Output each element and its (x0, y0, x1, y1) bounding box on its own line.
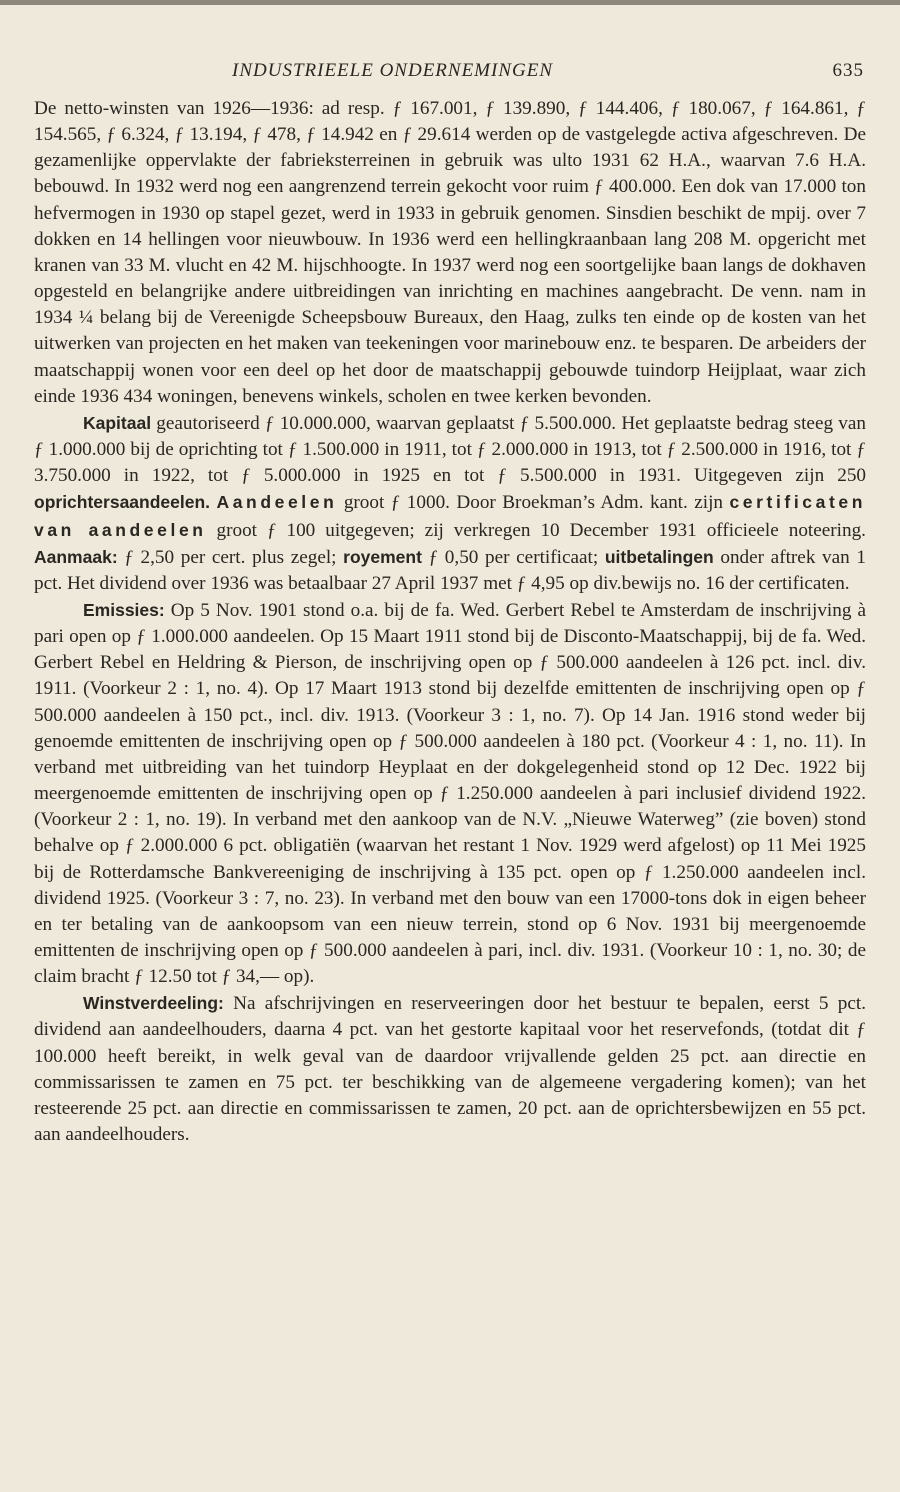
paragraph-text: geautoriseerd ƒ 10.000.000, waarvan geplaatst ƒ 5.500.000. Het geplaatste bedrag steeg van ƒ 1.000.000 bij de oprichting tot ƒ 1.500.000 in 1911, tot ƒ 2.000.000 in 1913, tot ƒ 2.500.000 in 1916, tot ƒ 3.750.000 in 1922, tot ƒ 5.000.000 in 1925 en tot ƒ 5.500.000 in 1931. Uitgegeven zijn 250 (34, 412, 866, 487)
term-oprichtersaandeelen: oprichtersaandeelen. (34, 492, 211, 513)
paragraph-text: groot ƒ 100 uitgegeven; zij verkregen 10 December 1931 officieele noteering. (206, 519, 866, 541)
paragraph-netto-winsten (34, 96, 866, 410)
paragraph-text: Op 5 Nov. 1901 stond o.a. bij de fa. Wed. Gerbert Rebel te Amsterdam de inschrijving à pari open op ƒ 1.000.000 aandeelen. Op 15 Maart 1911 stond bij de Disconto-Maatschappij, bij de fa. Wed. Gerbert Rebel en Heldring & Pierson, de inschrijving open op ƒ 500.000 aandeelen à 126 pct. incl. div. 1911. (Voorkeur 2 : 1, no. 4). Op 17 Maart 1913 stond bij dezelfde emittenten de inschrijving open op ƒ 500.000 aandeelen à 150 pct., incl. div. 1913. (Voorkeur 3 : 1, no. 7). Op 14 Jan. 1916 stond weder bij genoemde emittenten de inschrijving open op ƒ 500.000 aandeelen à 180 pct. (Voorkeur 4 : 1, no. 11). In verband met uitbreiding van het tuindorp Heyplaat en der dokgelegenheid stond op 12 Dec. 1922 bij meergenoemde emittenten de inschrijving open op ƒ 1.250.000 aandeelen à pari inclusief dividend 1922. (Voorkeur 2 : 1, no. 19). In verband met den aankoop van de N.V. „Nieuwe Waterweg” (zie boven) stond behalve op ƒ 2.000.000 6 pct. obligatiën (waarvan het restant 1 Nov. 1929 werd afgelost) op 11 Mei 1925 bij de Rotterdamsche Bankvereeniging de inschrijving à 135 pct. open op ƒ 1.250.000 aandeelen incl. dividend 1925. (Voorkeur 3 : 7, no. 23). In verband met den bouw van een 17000-tons dok in eigen beheer en ter betaling van de aankoopsom van een nieuw terrein, stond op 6 Nov. 1931 bij meergenoemde emittenten de inschrijving open op ƒ 500.000 aandeelen à pari, incl. div. 1931. (Voorkeur 10 : 1, no. 30; de claim bracht ƒ 12.50 tot ƒ 34,— op). (34, 599, 866, 988)
paragraph-kapitaal (34, 410, 866, 597)
section-heading-winstverdeeling: Winstverdeeling: (83, 993, 224, 1014)
paragraph-text: ƒ 0,50 per certificaat; (421, 546, 605, 568)
paragraph-text: Na afschrijvingen en reserveeringen door het bestuur te bepalen, eerst 5 pct. dividend aan aandeelhouders, daarna 4 pct. van het gestorte kapitaal voor het reservefonds, (totdat dit ƒ 100.000 heeft bereikt, in welk geval van de daardoor vrijvallende gelden 25 pct. aan directie en commissarissen te zamen en 75 pct. ter beschikking van de algemeene vergadering komen); van het resteerende 25 pct. aan directie en commissarissen te zamen, 20 pct. aan de oprichtersbewijzen en 55 pct. aan aandeelhouders. (34, 993, 866, 1146)
running-title: INDUSTRIEELE ONDERNEMINGEN (232, 60, 554, 81)
paragraph-text: onder aftrek van 1 pct. Het dividend over 1936 was betaalbaar 27 April 1937 met ƒ 4,95 op div.bewijs no. 16 der certificaten. (34, 546, 866, 594)
paragraph-emissies (34, 597, 866, 990)
term-aandeelen: Aandeelen (216, 492, 338, 513)
term-certificaten: certificaten van aandeelen (34, 492, 867, 540)
paragraph-text: groot ƒ 1000. Door Broekman’s Adm. kant. zijn (337, 492, 730, 514)
term-royement: royement (343, 546, 422, 567)
paragraph-winstverdeeling (34, 990, 866, 1148)
section-heading-emissies: Emissies: (83, 599, 165, 620)
page-body (34, 96, 866, 1148)
page-number: 635 (832, 60, 864, 81)
section-heading-kapitaal: Kapitaal (83, 412, 152, 433)
term-uitbetalingen: uitbetalingen (604, 546, 714, 567)
paragraph-text: ƒ 2,50 per cert. plus zegel; (117, 546, 344, 568)
page-top-edge (0, 0, 900, 5)
term-aanmaak: Aanmaak: (34, 546, 118, 567)
paragraph-text: De netto-winsten van 1926—1936: ad resp. ƒ 167.001, ƒ 139.890, ƒ 144.406, ƒ 180.067, ƒ 164.861, ƒ 154.565, ƒ 6.324, ƒ 13.194, ƒ 478, ƒ 14.942 en ƒ 29.614 werden op de vastgelegde activa afgeschreven. De gezamenlijke oppervlakte der fabrieksterreinen in gebruik was ulto 1931 62 H.A., waarvan 7.6 H.A. bebouwd. In 1932 werd nog een aangrenzend terrein gekocht voor ruim ƒ 400.000. Een dok van 17.000 ton hefvermogen in 1930 op stapel gezet, werd in 1933 in gebruik genomen. Sinsdien beschikt de mpij. over 7 dokken en 14 hellingen voor nieuwbouw. In 1936 werd een hellingkraanbaan lang 208 M. opgericht met kranen van 33 M. vlucht en 42 M. hijschhoogte. In 1937 werd nog een soortgelijke baan langs de dokhaven opgesteld en belangrijke andere uitbreidingen van inrichting en machines aangebracht. De venn. nam in 1934 ¼ belang bij de Vereenigde Scheepsbouw Bureaux, den Haag, zulks ten einde op de kosten van het uitwerken van projecten en het maken van teekeningen voor marinebouw enz. te besparen. De arbeiders der maatschappij wonen voor een deel op het door de maatschappij gebouwde tuindorp Heijplaat, waar zich einde 1936 434 woningen, benevens winkels, scholen en twee kerken bevonden. (34, 98, 866, 407)
running-header (36, 60, 864, 90)
